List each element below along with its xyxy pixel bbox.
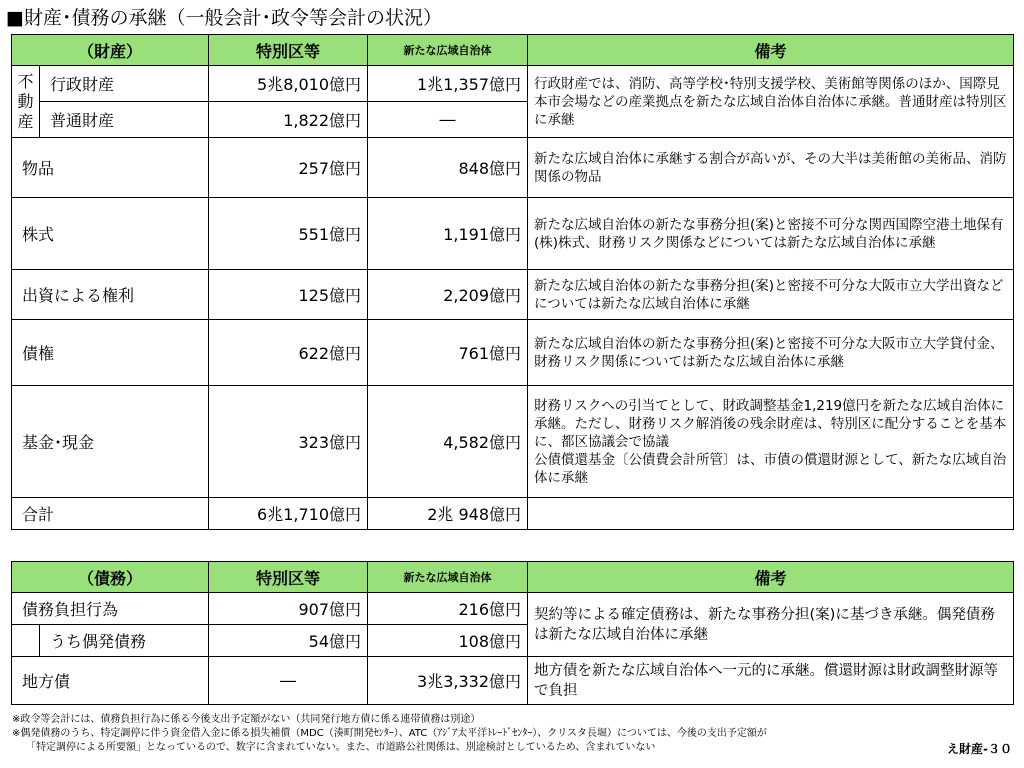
assets-header-tokubetsu: 特別区等 <box>209 35 368 66</box>
row-label: 地方債 <box>12 657 209 705</box>
kouiki-value: 3兆3,332億円 <box>368 657 528 705</box>
kouiki-value: 2兆 948億円 <box>368 498 528 530</box>
assets-table <box>11 34 1014 530</box>
indent-cell <box>12 625 40 657</box>
row-label: 債権 <box>12 320 209 386</box>
assets-header-kouiki: 新たな広域自治体 <box>368 35 528 66</box>
row-label: 合計 <box>12 498 209 530</box>
row-note <box>528 498 1014 530</box>
row-note: 行政財産では、消防、高等学校･特別支援学校、美術館等関係のほか、国際見本市会場などの産業拠点を新たな広域自治体自治体に承継。普通財産は特別区に承継 <box>528 66 1014 138</box>
row-note: 新たな広域自治体に承継する割合が高いが、その大半は美術館の美術品、消防関係の物品 <box>528 138 1014 198</box>
tokubetsu-value: 1,822億円 <box>209 102 368 138</box>
tokubetsu-value: 5兆8,010億円 <box>209 66 368 102</box>
table-row <box>12 498 1014 530</box>
debts-header-note: 備考 <box>528 562 1014 593</box>
tokubetsu-value: 125億円 <box>209 270 368 320</box>
table-row <box>12 66 1014 102</box>
tokubetsu-value: 323億円 <box>209 386 368 498</box>
table-row <box>12 270 1014 320</box>
kouiki-value: 2,209億円 <box>368 270 528 320</box>
row-note: 契約等による確定債務は、新たな事務分担(案)に基づき承継。偶発債務は新たな広域自治体に承継 <box>528 593 1014 657</box>
table-row <box>12 593 1014 625</box>
debts-table <box>11 561 1014 705</box>
page-number: え財産-３０ <box>947 742 1012 756</box>
row-label: 基金･現金 <box>12 386 209 498</box>
table-row <box>12 386 1014 498</box>
debts-header-tokubetsu: 特別区等 <box>209 562 368 593</box>
table-row <box>12 198 1014 270</box>
row-note: 地方債を新たな広域自治体へ一元的に承継。償還財源は財政調整財源等で負担 <box>528 657 1014 705</box>
tokubetsu-value: ― <box>209 657 368 705</box>
page-title: ■財産･債務の承継（一般会計･政令等会計の状況） <box>6 7 442 29</box>
kouiki-value: 216億円 <box>368 593 528 625</box>
row-note: 新たな広域自治体の新たな事務分担(案)と密接不可分な関西国際空港土地保有(株)株式、財務リスク関係などについては新たな広域自治体に承継 <box>528 198 1014 270</box>
row-note: 財務リスクへの引当てとして、財政調整基金1,219億円を新たな広域自治体に承継。ただし、財務リスク解消後の残余財産は、特別区に配分することを基本に、都区協議会で協議 公債償還基金〔公債費会計所管〕は、市債の償還財源として、新たな広域自治体に承継 <box>528 386 1014 498</box>
kouiki-value: 848億円 <box>368 138 528 198</box>
row-label: 株式 <box>12 198 209 270</box>
row-label: 出資による権利 <box>12 270 209 320</box>
kouiki-value: 108億円 <box>368 625 528 657</box>
assets-header-category: （財産） <box>12 35 209 66</box>
tokubetsu-value: 551億円 <box>209 198 368 270</box>
kouiki-value: 1兆1,357億円 <box>368 66 528 102</box>
assets-header-row <box>12 35 1014 66</box>
tokubetsu-value: 907億円 <box>209 593 368 625</box>
row-label: 行政財産 <box>40 66 209 102</box>
row-label: うち偶発債務 <box>40 625 209 657</box>
row-note: 新たな広域自治体の新たな事務分担(案)と密接不可分な大阪市立大学出資などについては新たな広域自治体に承継 <box>528 270 1014 320</box>
row-note: 新たな広域自治体の新たな事務分担(案)と密接不可分な大阪市立大学貸付金、財務リスク関係については新たな広域自治体に承継 <box>528 320 1014 386</box>
table-row <box>12 138 1014 198</box>
tokubetsu-value: 6兆1,710億円 <box>209 498 368 530</box>
footnote: ※政令等会計には、債務負担行為に係る今後支出予定額がない（共同発行地方債に係る連帯債務は別途） <box>12 714 481 725</box>
kouiki-value: ― <box>368 102 528 138</box>
footnote: ※偶発債務のうち、特定調停に伴う資金借入金に係る損失補償（MDC（湊町開発ｾﾝﾀｰ）、ATC（ｱｼﾞｱ太平洋ﾄﾚｰﾄﾞｾﾝﾀｰ）、クリスタ長堀）については、今後の支出予定額が <box>12 728 767 739</box>
row-label: 債務負担行為 <box>12 593 209 625</box>
kouiki-value: 4,582億円 <box>368 386 528 498</box>
kouiki-value: 761億円 <box>368 320 528 386</box>
row-label: 物品 <box>12 138 209 198</box>
tokubetsu-value: 622億円 <box>209 320 368 386</box>
row-label: 普通財産 <box>40 102 209 138</box>
footnotes <box>12 713 767 755</box>
assets-header-note: 備考 <box>528 35 1014 66</box>
table-row <box>12 657 1014 705</box>
tokubetsu-value: 54億円 <box>209 625 368 657</box>
footnote: 「特定調停による所要額」となっているので、数字に含まれていない。また、市道路公社関係は、別途検討としているため、含まれていない <box>26 742 656 753</box>
debts-header-kouiki: 新たな広域自治体 <box>368 562 528 593</box>
realestate-label: 不動産 <box>12 66 40 138</box>
kouiki-value: 1,191億円 <box>368 198 528 270</box>
debts-header-row <box>12 562 1014 593</box>
table-row <box>12 320 1014 386</box>
debts-header-category: （債務） <box>12 562 209 593</box>
tokubetsu-value: 257億円 <box>209 138 368 198</box>
